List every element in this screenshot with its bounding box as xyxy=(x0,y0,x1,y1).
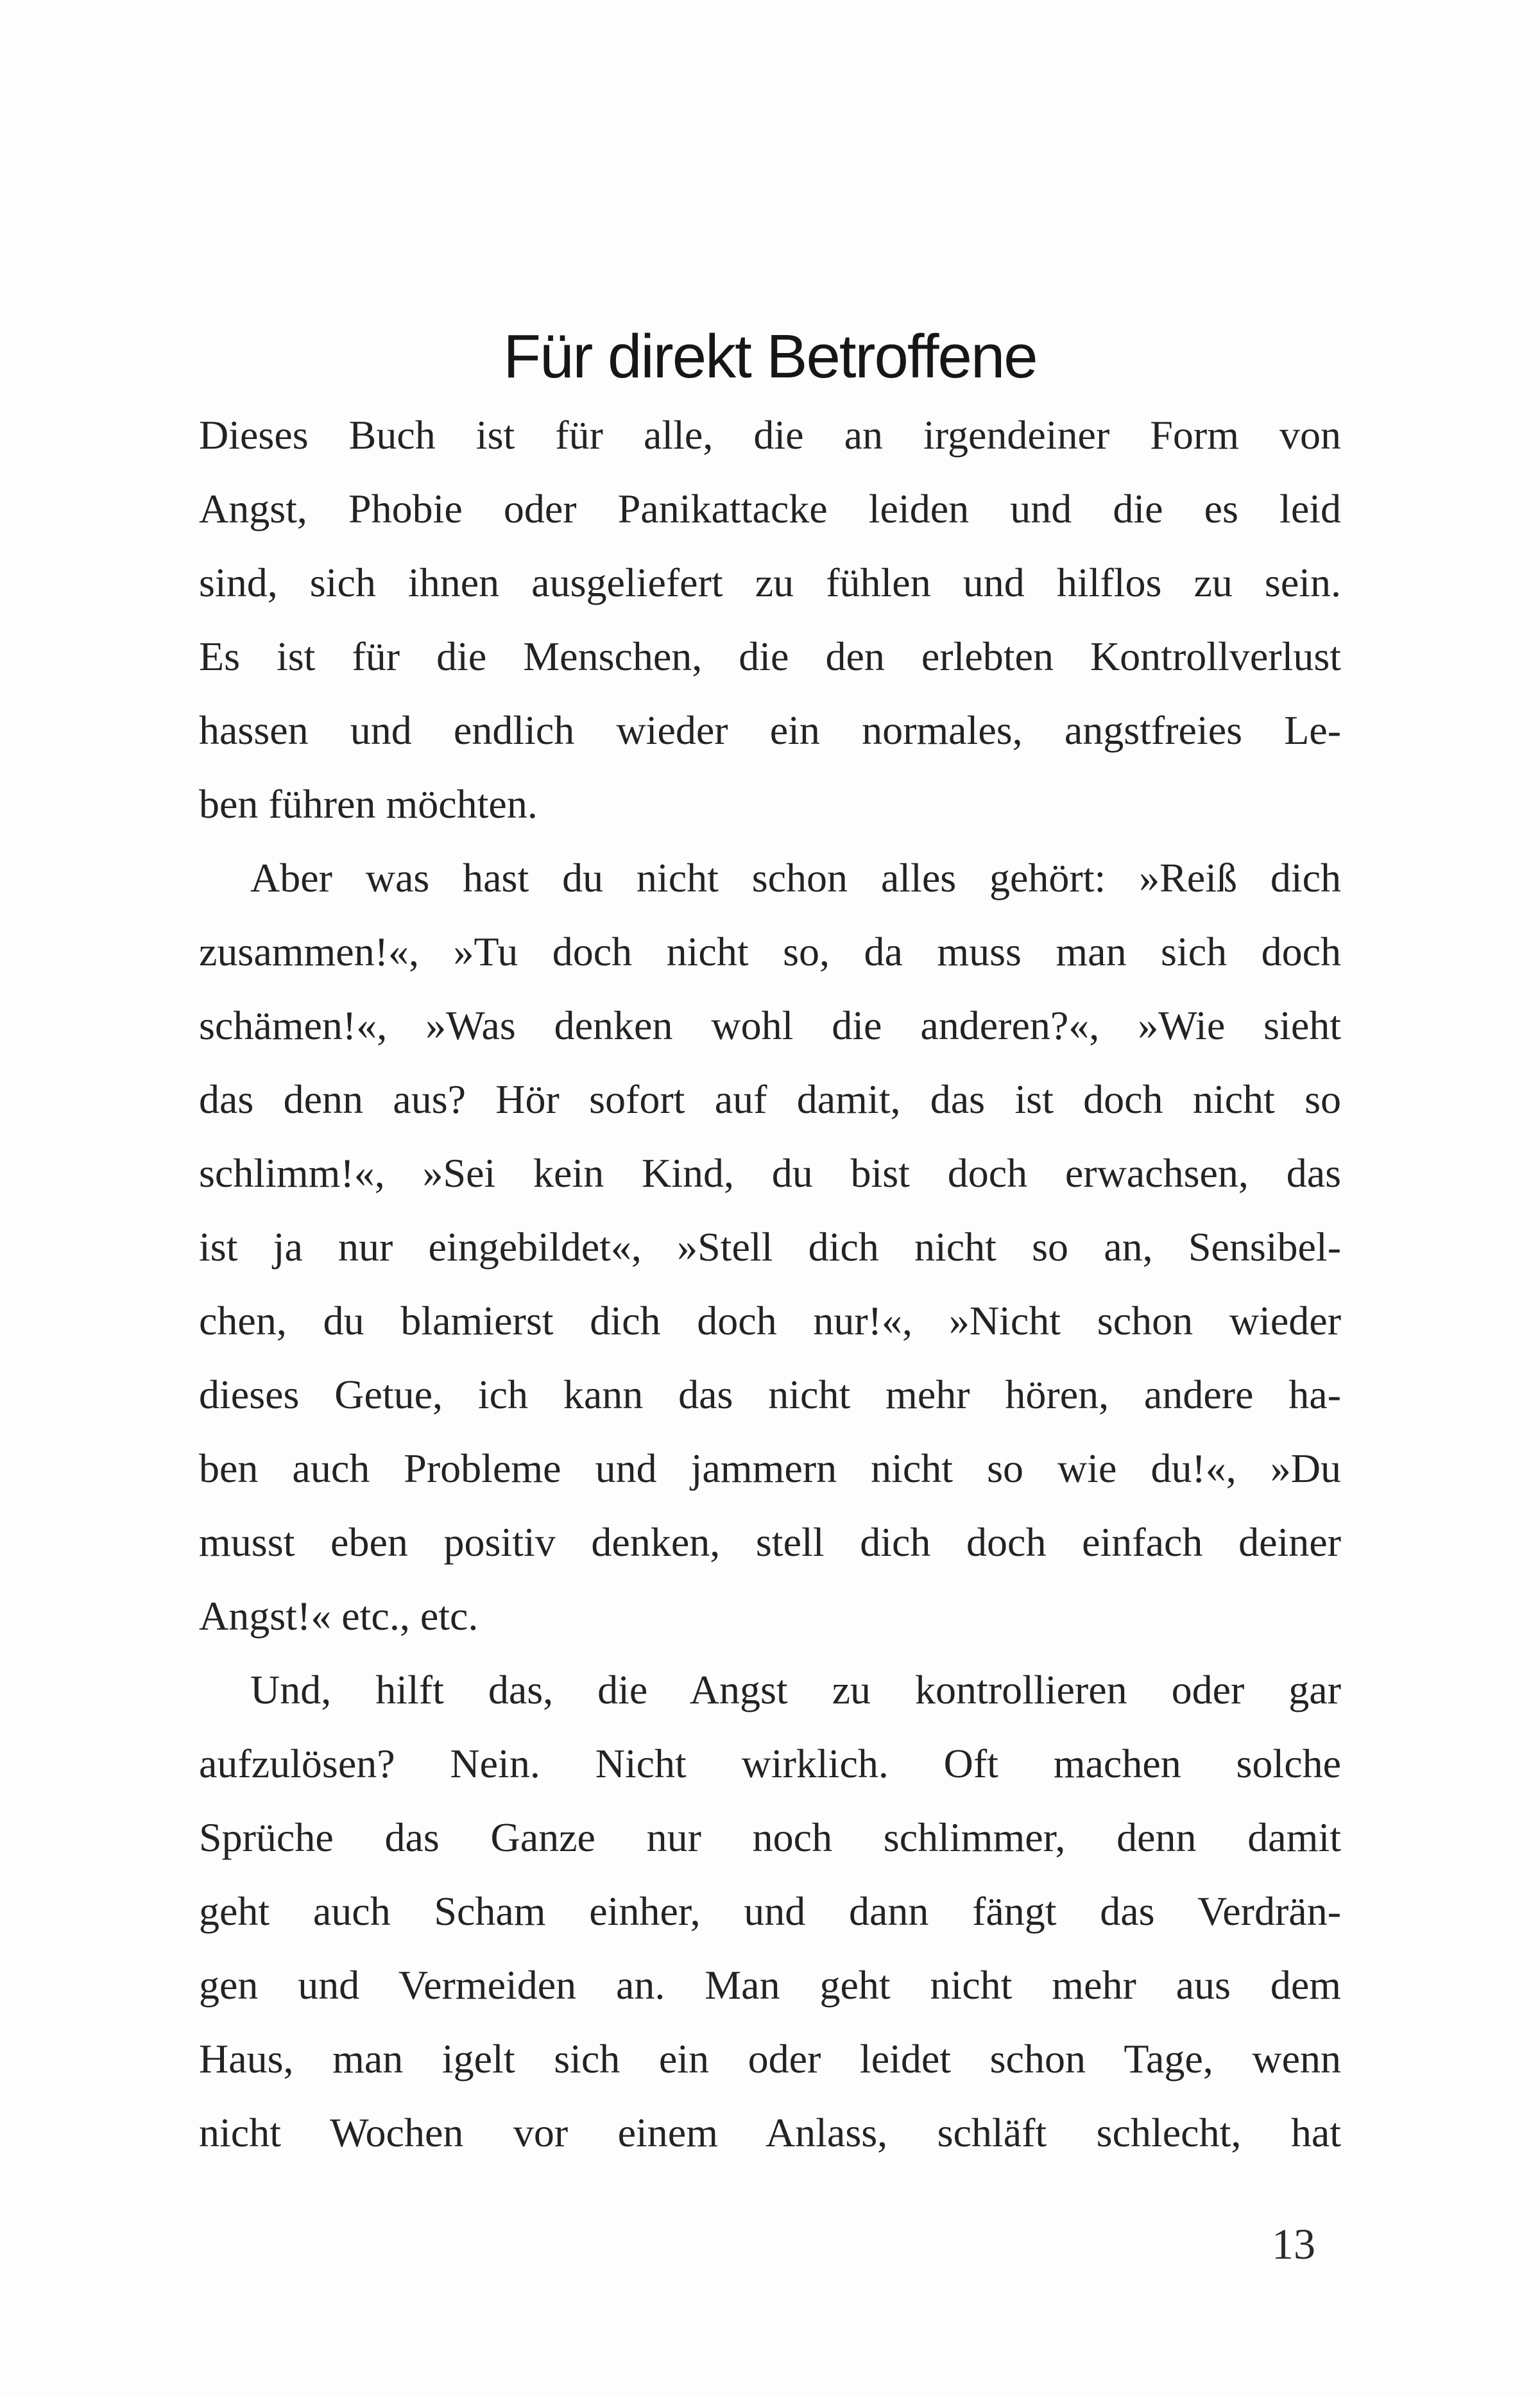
text-line: Sprüche das Ganze nur noch schlimmer, denn damit xyxy=(199,1814,1341,1860)
text-line: aufzulösen? Nein. Nicht wirklich. Oft machen solche xyxy=(199,1741,1341,1786)
text-line: ist ja nur eingebildet«, »Stell dich nicht so an, Sensibel- xyxy=(199,1224,1341,1270)
page-number: 13 xyxy=(1272,2219,1315,2268)
text-line: Haus, man igelt sich ein oder leidet schon Tage, wenn xyxy=(199,2036,1341,2081)
text-line: Dieses Buch ist für alle, die an irgendeiner Form von xyxy=(199,412,1341,458)
text-line: schämen!«, »Was denken wohl die anderen?«, »Wie sieht xyxy=(199,1003,1341,1048)
text-line: ben auch Probleme und jammern nicht so wie du!«, »Du xyxy=(199,1445,1341,1491)
text-line: Und, hilft das, die Angst zu kontrollieren oder gar xyxy=(250,1667,1341,1712)
text-line: ben führen möchten. xyxy=(199,781,538,827)
text-line: zusammen!«, »Tu doch nicht so, da muss man sich doch xyxy=(199,929,1341,974)
text-line: schlimm!«, »Sei kein Kind, du bist doch erwachsen, das xyxy=(199,1150,1341,1196)
text-line: Aber was hast du nicht schon alles gehört: »Reiß dich xyxy=(250,855,1341,901)
text-line: Es ist für die Menschen, die den erlebten Kontrollverlust xyxy=(199,633,1341,679)
body-text xyxy=(199,398,1341,2169)
text-line: nicht Wochen vor einem Anlass, schläft schlecht, hat xyxy=(199,2110,1341,2155)
text-line: geht auch Scham einher, und dann fängt das Verdrän- xyxy=(199,1888,1341,1934)
text-line: dieses Getue, ich kann das nicht mehr hören, andere ha- xyxy=(199,1372,1341,1417)
text-line: Angst, Phobie oder Panikattacke leiden und die es leid xyxy=(199,486,1341,531)
text-line: hassen und endlich wieder ein normales, angstfreies Le- xyxy=(199,707,1341,753)
text-line: gen und Vermeiden an. Man geht nicht mehr aus dem xyxy=(199,1962,1341,2008)
text-line: chen, du blamierst dich doch nur!«, »Nicht schon wieder xyxy=(199,1298,1341,1343)
text-line: Angst!« etc., etc. xyxy=(199,1593,479,1639)
chapter-heading: Für direkt Betroffene xyxy=(503,322,1037,392)
text-line: das denn aus? Hör sofort auf damit, das ist doch nicht so xyxy=(199,1076,1341,1122)
text-line: sind, sich ihnen ausgeliefert zu fühlen und hilflos zu sein. xyxy=(199,560,1341,605)
text-line: musst eben positiv denken, stell dich doch einfach deiner xyxy=(199,1519,1341,1565)
